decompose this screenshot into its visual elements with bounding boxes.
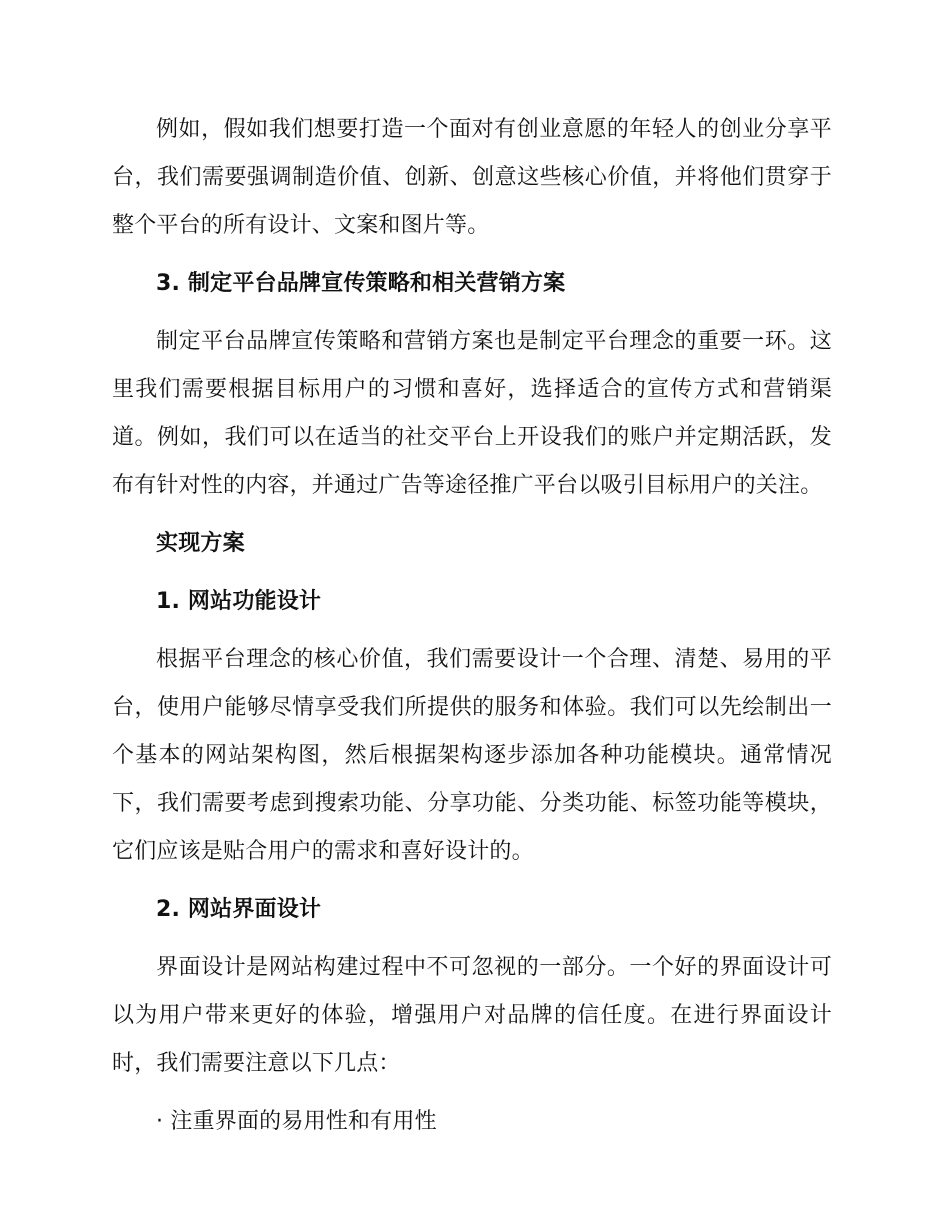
document-page [112, 106, 832, 1146]
paragraph-example: 例如，假如我们想要打造一个面对有创业意愿的年轻人的创业分享平台，我们需要强调制造价值、创新、创意这些核心价值，并将他们贯穿于整个平台的所有设计、文案和图片等。 [112, 117, 832, 238]
paragraph-brand-strategy: 制定平台品牌宣传策略和营销方案也是制定平台理念的重要一环。这里我们需要根据目标用户的习惯和喜好，选择适合的宣传方式和营销渠道。例如，我们可以在适当的社交平台上开设我们的账户并定期活跃，发布有针对性的内容，并通过广告等途径推广平台以吸引目标用户的关注。 [112, 329, 832, 498]
heading-implementation: 实现方案 [156, 531, 245, 556]
heading-website-function: 1. 网站功能设计 [156, 589, 322, 614]
heading-website-interface: 2. 网站界面设计 [156, 897, 322, 922]
paragraph-website-function: 根据平台理念的核心价值，我们需要设计一个合理、清楚、易用的平台，使用户能够尽情享受我们所提供的服务和体验。我们可以先绘制出一个基本的网站架构图，然后根据架构逐步添加各种功能模块。通常情况下，我们需要考虑到搜索功能、分享功能、分类功能、标签功能等模块，它们应该是贴合用户的需求和喜好设计的。 [112, 647, 832, 864]
bullet-item-usability: · 注重界面的易用性和有用性 [156, 1109, 437, 1134]
heading-brand-strategy: 3. 制定平台品牌宣传策略和相关营销方案 [156, 271, 566, 296]
paragraph-website-interface: 界面设计是网站构建过程中不可忽视的一部分。一个好的界面设计可以为用户带来更好的体验，增强用户对品牌的信任度。在进行界面设计时，我们需要注意以下几点： [112, 955, 832, 1076]
